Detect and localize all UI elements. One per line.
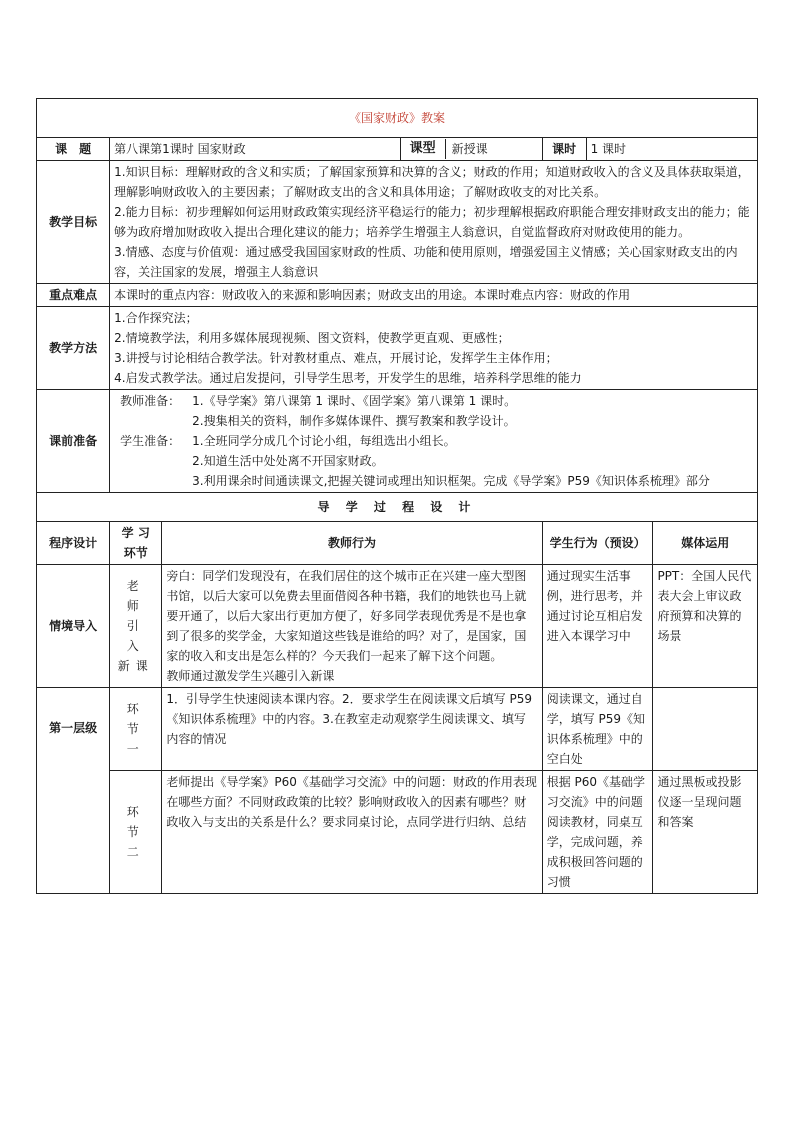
row-student: 根据 P60《基础学习交流》中的问题阅读教材，同桌互学，完成问题，养成积极回答问题的习惯 <box>542 771 653 894</box>
teacher-prep-item: 2.搜集相关的资料，制作多媒体课件、撰写教案和教学设计。 <box>192 414 516 428</box>
teacher-prep <box>120 391 753 411</box>
row-teacher: 1．引导学生快速阅读本课内容。2．要求学生在阅读课文后填写 P59《知识体系梳理》中的内容。3.在教室走动观察学生阅读课文、填写内容的情况 <box>162 688 542 771</box>
type-cell <box>400 138 542 161</box>
header-student: 学生行为（预设） <box>542 522 653 565</box>
method-item: 1.合作探究法； <box>114 311 198 325</box>
teacher-prep-label: 教师准备： <box>120 394 181 408</box>
row-media <box>653 688 758 771</box>
row-program: 情境导入 <box>37 565 110 688</box>
prep-row <box>37 390 758 493</box>
prep-content <box>110 390 758 493</box>
type-label: 课型 <box>401 139 446 159</box>
row-step: 环 节 二 <box>110 771 162 894</box>
row-media: 通过黑板或投影仪逐一呈现问题和答案 <box>653 771 758 894</box>
student-prep <box>120 431 753 451</box>
method-item: 3.讲授与讨论相结合教学法。针对教材重点、难点，开展讨论，发挥学生主体作用； <box>114 351 558 365</box>
section-row <box>37 493 758 522</box>
header-teacher: 教师行为 <box>162 522 542 565</box>
row-student: 通过现实生活事例，进行思考，并通过讨论互相启发进入本课学习中 <box>542 565 653 688</box>
topic-label: 课 题 <box>37 138 110 161</box>
lesson-plan-table <box>36 98 758 894</box>
process-row <box>37 565 758 688</box>
goals-content <box>110 161 758 284</box>
row-teacher: 老师提出《导学案》P60《基础学习交流》中的问题：财政的作用表现在哪些方面？不同财政政策的比较？影响财政收入的因素有哪些？财政收入与支出的关系是什么？要求同桌讨论，点同学进行归纳、总结 <box>162 771 542 894</box>
prep-label: 课前准备 <box>37 390 110 493</box>
row-teacher: 旁白：同学们发现没有，在我们居住的这个城市正在兴建一座大型图书馆，以后大家可以免费去里面借阅各种书籍，我们的地铁也马上就要开通了，以后大家出行更加方便了，好多同学表现优秀是不是也拿到了很多的奖学金，大家知道这些钱是谁给的吗？对了，是国家，国家的收入和支出是怎么样的？今天我们一起来了解下这个问题。 教师通过激发学生兴趣引入新课 <box>162 565 542 688</box>
student-prep-label: 学生准备： <box>120 434 181 448</box>
row-program: 第一层级 <box>37 688 110 894</box>
goal-item: 1.知识目标：理解财政的含义和实质；了解国家预算和决算的含义；财政的作用；知道财政收入的含义及具体获取渠道，理解影响财政收入的主要因素；了解财政支出的含义和具体用途；了解财政收支的对比关系。 <box>114 165 750 199</box>
goal-item: 3.情感、态度与价值观：通过感受我国国家财政的性质、功能和使用原则，增强爱国主义情感；关心国家财政支出的内容，关注国家的发展，增强主人翁意识 <box>114 245 738 279</box>
hours-label: 课时 <box>542 138 586 161</box>
goal-item: 2.能力目标：初步理解如何运用财政政策实现经济平稳运行的能力；初步理解根据政府职能合理安排财政支出的能力；能够为政府增加财政收入提出合理化建议的能力；培养学生增强主人翁意识，自觉监督政府对财政使用的能力。 <box>114 205 750 239</box>
header-step: 学 习 环节 <box>110 522 162 565</box>
student-prep-item: 3.利用课余时间通读课文,把握关键词或理出知识框架。完成《导学案》P59《知识体系梳理》部分 <box>192 474 710 488</box>
goals-label: 教学目标 <box>37 161 110 284</box>
key-content: 本课时的重点内容：财政收入的来源和影响因素；财政支出的用途。本课时难点内容：财政的作用 <box>110 284 758 307</box>
methods-content <box>110 307 758 390</box>
methods-row <box>37 307 758 390</box>
process-row <box>37 771 758 894</box>
hours-value: 1 课时 <box>586 138 757 161</box>
header-media: 媒体运用 <box>653 522 758 565</box>
row-student: 阅读课文，通过自学，填写 P59《知识体系梳理》中的空白处 <box>542 688 653 771</box>
student-prep-item: 1.全班同学分成几个讨论小组，每组选出小组长。 <box>192 434 456 448</box>
info-row <box>37 138 758 161</box>
type-value: 新授课 <box>451 142 488 156</box>
process-row <box>37 688 758 771</box>
row-step: 老 师 引 入 新课 <box>110 565 162 688</box>
process-header-row <box>37 522 758 565</box>
method-item: 4.启发式教学法。通过启发提问，引导学生思考，开发学生的思维，培养科学思维的能力 <box>114 371 582 385</box>
row-media: PPT：全国人民代表大会上审议政府预算和决算的场景 <box>653 565 758 688</box>
key-row <box>37 284 758 307</box>
topic-value: 第八课第1课时 国家财政 <box>110 138 400 161</box>
methods-label: 教学方法 <box>37 307 110 390</box>
header-program: 程序设计 <box>37 522 110 565</box>
method-item: 2.情境教学法，利用多媒体展现视频、图文资料，使教学更直观、更感性； <box>114 331 510 345</box>
goals-row <box>37 161 758 284</box>
student-prep-item: 2.知道生活中处处离不开国家财政。 <box>192 454 384 468</box>
title-row <box>37 99 758 138</box>
teacher-prep-item: 1.《导学案》第八课第 1 课时、《固学案》第八课第 1 课时。 <box>192 394 517 408</box>
key-label: 重点难点 <box>37 284 110 307</box>
row-step: 环 节 一 <box>110 688 162 771</box>
section-title: 导 学 过 程 设 计 <box>37 493 758 522</box>
document-title: 《国家财政》教案 <box>37 99 758 138</box>
